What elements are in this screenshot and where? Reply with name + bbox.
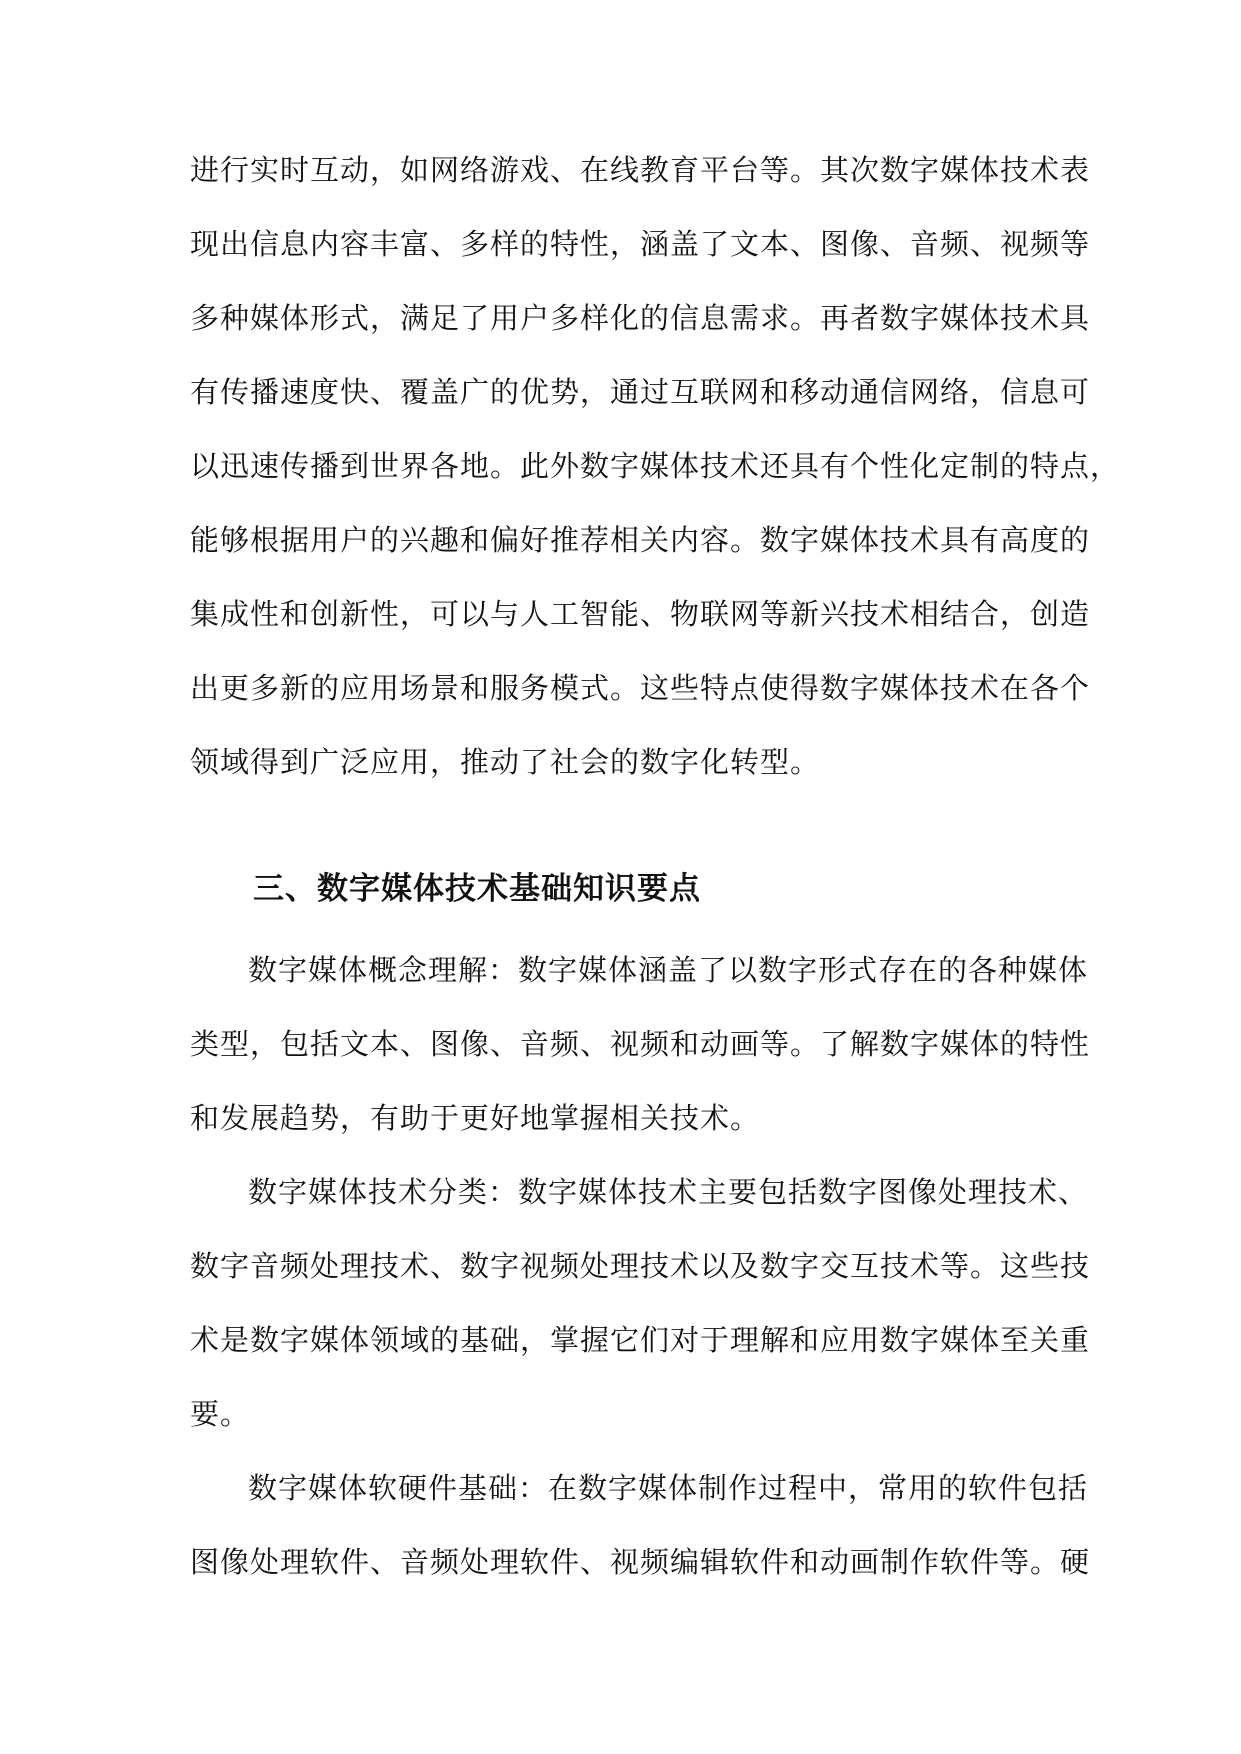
text-line: 数字媒体软硬件基础：在数字媒体制作过程中，常用的软件包括 xyxy=(248,1471,1089,1505)
text-line: 集成性和创新性，可以与人工智能、物联网等新兴技术相结合，创造 xyxy=(190,597,1091,631)
text-line: 数字媒体概念理解：数字媒体涵盖了以数字形式存在的各种媒体 xyxy=(248,953,1089,987)
text-line: 以迅速传播到世界各地。此外数字媒体技术还具有个性化定制的特点， xyxy=(190,449,1121,483)
text-line: 和发展趋势，有助于更好地掌握相关技术。 xyxy=(190,1101,761,1135)
text-line: 类型，包括文本、图像、音频、视频和动画等。了解数字媒体的特性 xyxy=(190,1027,1091,1061)
text-line: 图像处理软件、音频处理软件、视频编辑软件和动画制作软件等。硬 xyxy=(190,1545,1091,1579)
text-line: 现出信息内容丰富、多样的特性，涵盖了文本、图像、音频、视频等 xyxy=(190,227,1091,261)
text-line: 有传播速度快、覆盖广的优势，通过互联网和移动通信网络，信息可 xyxy=(190,375,1091,409)
text-line: 术是数字媒体领域的基础，掌握它们对于理解和应用数字媒体至关重 xyxy=(190,1323,1091,1357)
text-line: 数字媒体技术分类：数字媒体技术主要包括数字图像处理技术、 xyxy=(248,1175,1089,1209)
text-line: 进行实时互动，如网络游戏、在线教育平台等。其次数字媒体技术表 xyxy=(190,153,1091,187)
section-heading: 三、数字媒体技术基础知识要点 xyxy=(253,871,701,907)
text-line: 数字音频处理技术、数字视频处理技术以及数字交互技术等。这些技 xyxy=(190,1249,1091,1283)
text-line: 出更多新的应用场景和服务模式。这些特点使得数字媒体技术在各个 xyxy=(190,671,1091,705)
text-line: 能够根据用户的兴趣和偏好推荐相关内容。数字媒体技术具有高度的 xyxy=(190,523,1091,557)
text-line: 多种媒体形式，满足了用户多样化的信息需求。再者数字媒体技术具 xyxy=(190,301,1091,335)
text-line: 领域得到广泛应用，推动了社会的数字化转型。 xyxy=(190,745,821,779)
text-line: 要。 xyxy=(190,1397,251,1431)
